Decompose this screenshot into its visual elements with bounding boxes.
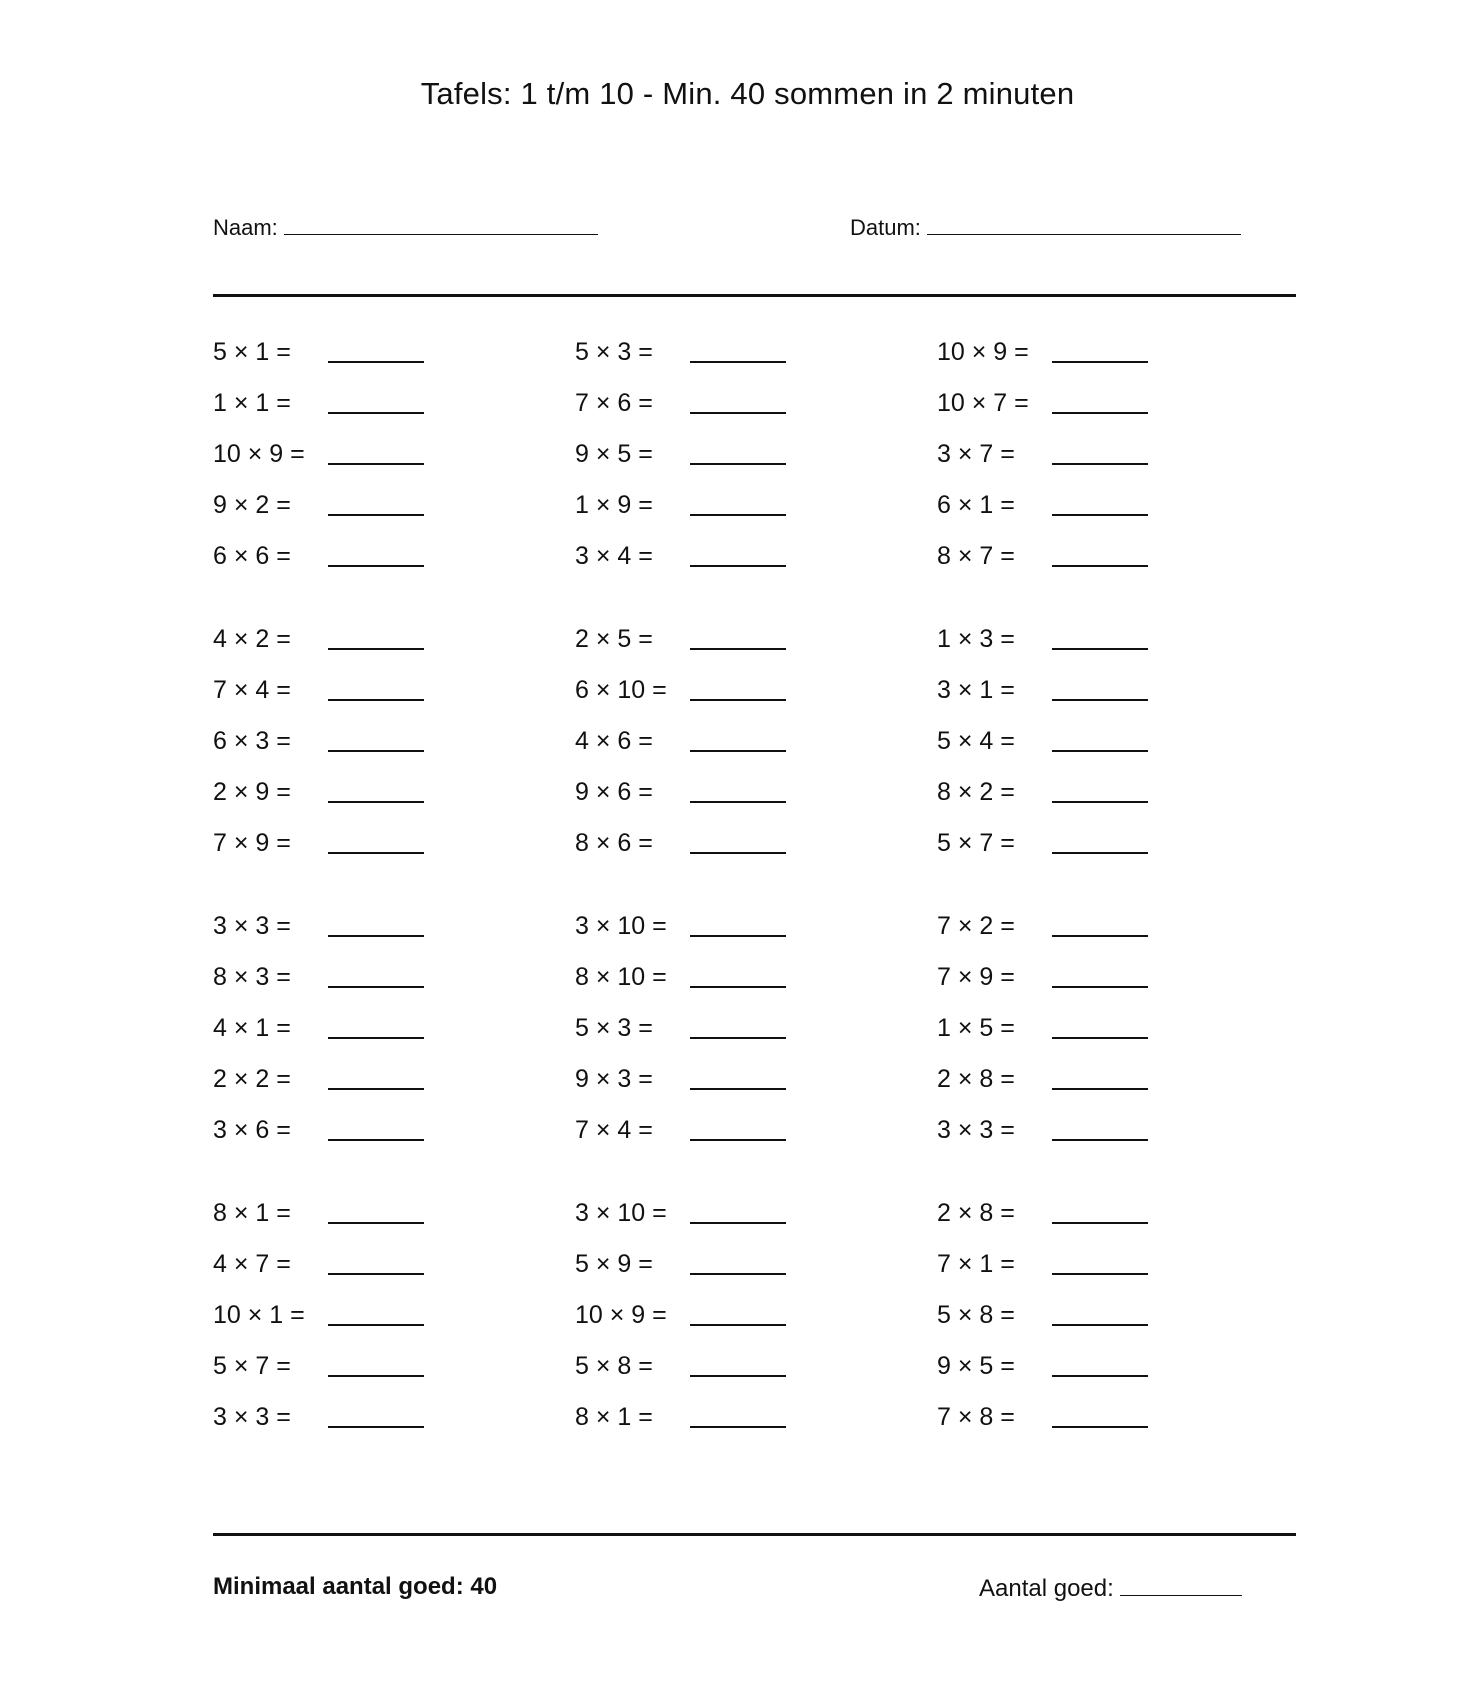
answer-blank[interactable] — [690, 1375, 786, 1377]
problem-item — [575, 490, 895, 520]
problem-item — [937, 777, 1257, 807]
naam-field[interactable] — [213, 212, 598, 241]
problem-expression: 3 × 3 = — [213, 1403, 291, 1431]
problem-item — [575, 1013, 895, 1043]
problem-item — [213, 1198, 533, 1228]
answer-blank[interactable] — [1052, 699, 1148, 701]
answer-blank[interactable] — [328, 514, 424, 516]
answer-blank[interactable] — [1052, 463, 1148, 465]
answer-blank[interactable] — [690, 750, 786, 752]
answer-blank[interactable] — [328, 648, 424, 650]
problem-item — [937, 1064, 1257, 1094]
problem-expression: 7 × 4 = — [575, 1116, 653, 1144]
answer-blank[interactable] — [690, 1222, 786, 1224]
problem-expression: 2 × 8 = — [937, 1199, 1015, 1227]
answer-blank[interactable] — [1052, 750, 1148, 752]
page-title: Tafels: 1 t/m 10 - Min. 40 sommen in 2 minuten — [420, 76, 1075, 111]
problem-expression: 6 × 6 = — [213, 542, 291, 570]
problem-expression: 5 × 7 = — [213, 1352, 291, 1380]
answer-blank[interactable] — [328, 699, 424, 701]
bottom-divider — [213, 1533, 1296, 1536]
problem-item — [937, 1115, 1257, 1145]
minimum-correct-label: Minimaal aantal goed: 40 — [213, 1573, 498, 1600]
problem-expression: 9 × 2 = — [213, 491, 291, 519]
problem-item — [213, 388, 533, 418]
problem-expression: 4 × 7 = — [213, 1250, 291, 1278]
problem-item — [213, 1300, 533, 1330]
answer-blank[interactable] — [690, 412, 786, 414]
answer-blank[interactable] — [1052, 1139, 1148, 1141]
answer-blank[interactable] — [1052, 565, 1148, 567]
problem-expression: 4 × 6 = — [575, 727, 653, 755]
problem-expression: 7 × 8 = — [937, 1403, 1015, 1431]
answer-blank[interactable] — [1052, 361, 1148, 363]
answer-blank[interactable] — [328, 1273, 424, 1275]
problem-item — [213, 1064, 533, 1094]
problem-expression: 3 × 4 = — [575, 542, 653, 570]
answer-blank[interactable] — [690, 986, 786, 988]
problem-item — [575, 1351, 895, 1381]
problem-expression: 5 × 9 = — [575, 1250, 653, 1278]
problem-expression: 10 × 9 = — [575, 1301, 667, 1329]
top-divider — [213, 294, 1296, 297]
answer-blank[interactable] — [328, 801, 424, 803]
problem-expression: 7 × 1 = — [937, 1250, 1015, 1278]
answer-blank[interactable] — [328, 361, 424, 363]
datum-blank[interactable] — [927, 212, 1241, 235]
problem-item — [575, 1402, 895, 1432]
problem-expression: 5 × 8 = — [575, 1352, 653, 1380]
problem-expression: 4 × 2 = — [213, 625, 291, 653]
problem-item — [575, 962, 895, 992]
problem-item — [575, 439, 895, 469]
problem-expression: 3 × 6 = — [213, 1116, 291, 1144]
problem-item — [937, 541, 1257, 571]
answer-blank[interactable] — [1052, 648, 1148, 650]
problem-item — [213, 828, 533, 858]
problem-item — [937, 490, 1257, 520]
datum-label: Datum: — [850, 215, 921, 240]
answer-blank[interactable] — [328, 1375, 424, 1377]
answer-blank[interactable] — [1052, 1273, 1148, 1275]
problem-item — [213, 962, 533, 992]
problem-item — [213, 1402, 533, 1432]
answer-blank[interactable] — [328, 1037, 424, 1039]
problem-expression: 7 × 4 = — [213, 676, 291, 704]
problem-expression: 5 × 7 = — [937, 829, 1015, 857]
problem-item — [575, 726, 895, 756]
problem-item — [937, 1249, 1257, 1279]
answer-blank[interactable] — [1052, 935, 1148, 937]
answer-blank[interactable] — [1052, 801, 1148, 803]
problem-item — [937, 388, 1257, 418]
problem-item — [213, 1013, 533, 1043]
problem-expression: 5 × 4 = — [937, 727, 1015, 755]
problem-item — [575, 1064, 895, 1094]
answer-blank[interactable] — [690, 1139, 786, 1141]
answer-blank[interactable] — [328, 986, 424, 988]
problem-item — [937, 726, 1257, 756]
problem-item — [937, 911, 1257, 941]
problem-expression: 2 × 9 = — [213, 778, 291, 806]
problem-item — [937, 828, 1257, 858]
problem-item — [575, 1115, 895, 1145]
score-blank[interactable] — [1120, 1573, 1242, 1596]
problem-expression: 2 × 8 = — [937, 1065, 1015, 1093]
problem-item — [575, 541, 895, 571]
answer-blank[interactable] — [690, 699, 786, 701]
problem-item — [575, 777, 895, 807]
problem-expression: 3 × 7 = — [937, 440, 1015, 468]
problem-item — [937, 1300, 1257, 1330]
problem-expression: 3 × 1 = — [937, 676, 1015, 704]
answer-blank[interactable] — [328, 1139, 424, 1141]
problem-expression: 3 × 3 = — [937, 1116, 1015, 1144]
answer-blank[interactable] — [690, 935, 786, 937]
answer-blank[interactable] — [690, 361, 786, 363]
problem-expression: 7 × 6 = — [575, 389, 653, 417]
problem-expression: 10 × 9 = — [937, 338, 1029, 366]
problem-expression: 7 × 9 = — [213, 829, 291, 857]
answer-blank[interactable] — [690, 463, 786, 465]
answer-blank[interactable] — [1052, 1375, 1148, 1377]
answer-blank[interactable] — [1052, 986, 1148, 988]
problem-expression: 3 × 3 = — [213, 912, 291, 940]
problem-item — [937, 337, 1257, 367]
problem-item — [937, 1013, 1257, 1043]
problem-expression: 6 × 10 = — [575, 676, 667, 704]
problem-expression: 8 × 1 = — [575, 1403, 653, 1431]
answer-blank[interactable] — [1052, 852, 1148, 854]
problem-item — [575, 624, 895, 654]
problem-expression: 2 × 2 = — [213, 1065, 291, 1093]
problem-expression: 4 × 1 = — [213, 1014, 291, 1042]
problem-expression: 10 × 1 = — [213, 1301, 305, 1329]
problem-expression: 8 × 2 = — [937, 778, 1015, 806]
answer-blank[interactable] — [328, 412, 424, 414]
problem-item — [575, 388, 895, 418]
problem-expression: 3 × 10 = — [575, 912, 667, 940]
problem-expression: 2 × 5 = — [575, 625, 653, 653]
problem-expression: 7 × 2 = — [937, 912, 1015, 940]
problem-expression: 8 × 3 = — [213, 963, 291, 991]
problem-expression: 6 × 1 = — [937, 491, 1015, 519]
problem-item — [937, 962, 1257, 992]
answer-blank[interactable] — [328, 1426, 424, 1428]
answer-blank[interactable] — [1052, 514, 1148, 516]
problem-item — [937, 1402, 1257, 1432]
problem-item — [213, 726, 533, 756]
problem-item — [213, 439, 533, 469]
problem-expression: 9 × 3 = — [575, 1065, 653, 1093]
problem-expression: 1 × 5 = — [937, 1014, 1015, 1042]
problem-item — [213, 911, 533, 941]
answer-blank[interactable] — [690, 1324, 786, 1326]
answer-blank[interactable] — [690, 1273, 786, 1275]
problem-item — [575, 337, 895, 367]
answer-blank[interactable] — [328, 463, 424, 465]
problem-item — [213, 777, 533, 807]
answer-blank[interactable] — [1052, 1037, 1148, 1039]
problem-item — [937, 1198, 1257, 1228]
problem-expression: 8 × 1 = — [213, 1199, 291, 1227]
problem-item — [213, 541, 533, 571]
answer-blank[interactable] — [1052, 1426, 1148, 1428]
answer-blank[interactable] — [328, 1222, 424, 1224]
problem-expression: 5 × 3 = — [575, 1014, 653, 1042]
answer-blank[interactable] — [690, 1426, 786, 1428]
datum-field[interactable] — [850, 212, 1241, 241]
score-field[interactable] — [979, 1573, 1242, 1603]
problem-expression: 3 × 10 = — [575, 1199, 667, 1227]
problem-item — [937, 624, 1257, 654]
problem-item — [575, 1198, 895, 1228]
problem-item — [213, 1249, 533, 1279]
problem-expression: 5 × 1 = — [213, 338, 291, 366]
answer-blank[interactable] — [1052, 412, 1148, 414]
problem-item — [937, 439, 1257, 469]
problem-expression: 7 × 9 = — [937, 963, 1015, 991]
problem-item — [575, 828, 895, 858]
problem-expression: 1 × 9 = — [575, 491, 653, 519]
answer-blank[interactable] — [690, 1037, 786, 1039]
problem-item — [213, 1115, 533, 1145]
naam-blank[interactable] — [284, 212, 598, 235]
problem-expression: 8 × 6 = — [575, 829, 653, 857]
problem-item — [213, 675, 533, 705]
problem-item — [937, 1351, 1257, 1381]
naam-label: Naam: — [213, 215, 278, 240]
answer-blank[interactable] — [690, 648, 786, 650]
problem-expression: 1 × 3 = — [937, 625, 1015, 653]
answer-blank[interactable] — [328, 935, 424, 937]
answer-blank[interactable] — [328, 565, 424, 567]
answer-blank[interactable] — [1052, 1222, 1148, 1224]
problem-expression: 5 × 3 = — [575, 338, 653, 366]
answer-blank[interactable] — [328, 1324, 424, 1326]
problem-item — [213, 337, 533, 367]
problem-item — [575, 1300, 895, 1330]
problem-item — [575, 1249, 895, 1279]
problem-expression: 1 × 1 = — [213, 389, 291, 417]
problem-expression: 8 × 7 = — [937, 542, 1015, 570]
answer-blank[interactable] — [328, 852, 424, 854]
score-label: Aantal goed: — [979, 1575, 1114, 1602]
problem-expression: 9 × 5 = — [575, 440, 653, 468]
problem-expression: 5 × 8 = — [937, 1301, 1015, 1329]
problem-expression: 9 × 6 = — [575, 778, 653, 806]
problem-expression: 10 × 7 = — [937, 389, 1029, 417]
problem-item — [213, 1351, 533, 1381]
answer-blank[interactable] — [690, 514, 786, 516]
problem-item — [937, 675, 1257, 705]
answer-blank[interactable] — [1052, 1324, 1148, 1326]
problem-expression: 8 × 10 = — [575, 963, 667, 991]
problem-expression: 9 × 5 = — [937, 1352, 1015, 1380]
answer-blank[interactable] — [690, 801, 786, 803]
problem-expression: 10 × 9 = — [213, 440, 305, 468]
answer-blank[interactable] — [1052, 1088, 1148, 1090]
answer-blank[interactable] — [328, 750, 424, 752]
answer-blank[interactable] — [328, 1088, 424, 1090]
problem-item — [575, 911, 895, 941]
answer-blank[interactable] — [690, 852, 786, 854]
problem-item — [213, 624, 533, 654]
answer-blank[interactable] — [690, 1088, 786, 1090]
problem-expression: 6 × 3 = — [213, 727, 291, 755]
problem-item — [213, 490, 533, 520]
answer-blank[interactable] — [690, 565, 786, 567]
problem-item — [575, 675, 895, 705]
